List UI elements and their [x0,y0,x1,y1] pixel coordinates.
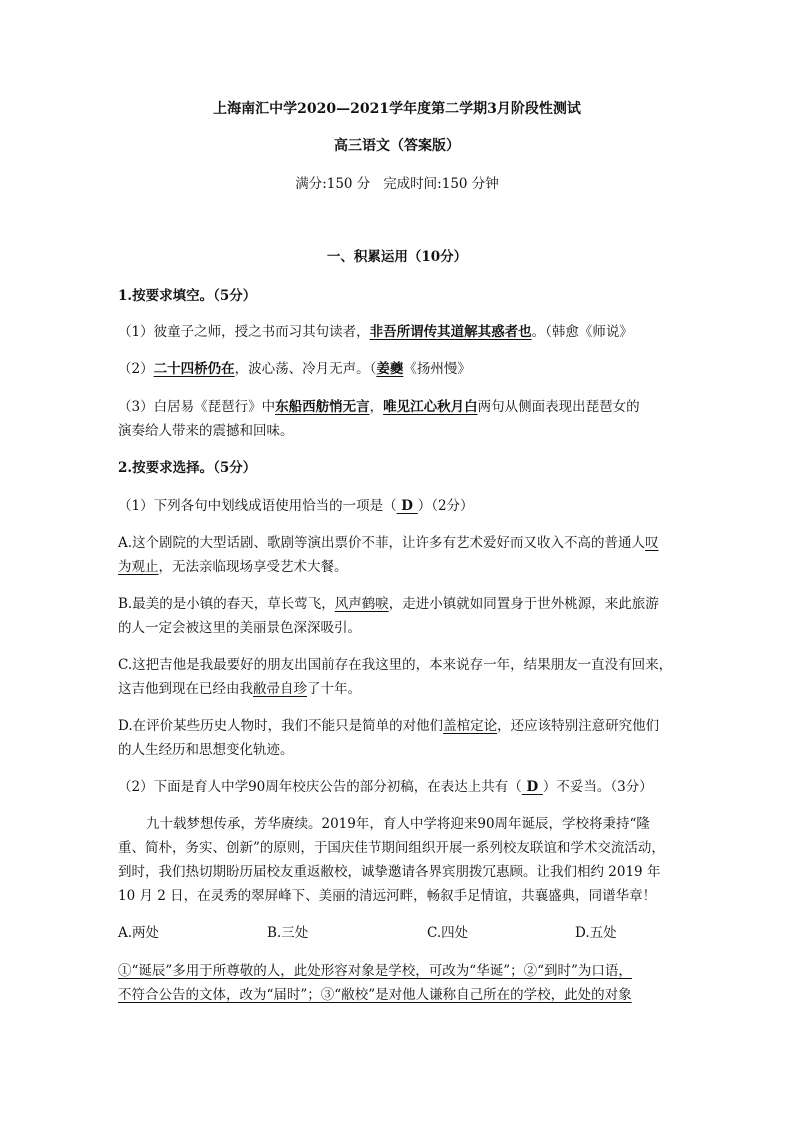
answer-blank: 唯见江心秋月白 [383,399,478,415]
question-1-label: 1.按要求填空。（5分） [118,288,257,304]
choice-a: A.两处 [118,925,160,941]
exam-time: 完成时间:150 分钟 [383,176,499,192]
full-score: 满分:150 分 [295,176,371,192]
q2-sub1-stem: （1）下列各句中划线成语使用恰当的一项是（ D ）（2分） [118,498,474,514]
underlined-idiom: 为观止 [118,559,159,575]
option-d-line-2: 的人生经历和思想变化轨迹。 [118,742,294,758]
underlined-idiom: 盖棺定论 [443,718,498,734]
option-c-line-1: C.这把吉他是我最要好的朋友出国前存在我这里的，本来说存一年，结果朋友一直没有回来， [118,657,673,673]
option-d-line-1: D.在评价某些历史人物时，我们不能只是简单的对他们盖棺定论，还应该特别注意研究他们 [118,718,660,734]
option-b-line-2: 的人一定会被这里的美丽景色深深吸引。 [118,620,361,636]
answer-blank: 非吾所谓传其道解其惑者也 [369,324,532,340]
q1-item-3-cont: 演奏给人带来的震撼和回味。 [118,423,294,439]
underlined-idiom: 敝帚自珍 [253,681,307,697]
q1-item-2: （2）二十四桥仍在，波心荡、冷月无声。（姜夔《扬州慢》 [118,361,471,377]
answer-blank: D [526,779,539,795]
document-subtitle: 高三语文（答案版） [334,138,460,154]
passage-line-4: 10 月 2 日，在灵秀的翠屏峰下、美丽的清远河畔，畅叙手足情谊，共襄盛典，同谱华章！ [118,888,657,904]
option-b-line-1: B.最美的是小镇的春天，草长莺飞，风声鹤唳，走进小镇就如同置身于世外桃源，来此旅游 [118,596,659,612]
choice-d: D.五处 [575,925,617,941]
q2-sub2-stem: （2）下面是育人中学90周年校庆公告的部分初稿，在表达上共有（ D ）不妥当。（3分） [118,779,653,795]
answer-blank: D [401,498,414,514]
q1-item-3: （3）白居易《琵琶行》中东船西舫悄无言，唯见江心秋月白两句从侧面表现出琵琶女的 [118,399,640,415]
underlined-idiom: 风声鹤唳 [334,596,389,612]
explanation-line-2: 不符合公告的文体，改为“届时”；③“敝校”是对他人谦称自己所在的学校，此处的对象 [118,987,632,1003]
answer-blank: 姜夔 [376,361,404,377]
explanation-line-1: ①“诞辰”多用于所尊敬的人，此处形容对象是学校，可改为“华诞”；②“到时”为口语， [118,963,632,979]
answer-blank: 二十四桥仍在 [153,361,235,377]
passage-line-3: 到时，我们热切期盼历届校友重返敝校，诚挚邀请各界宾朋拨冗惠顾。让我们相约 2019 年 [118,864,661,880]
option-c-line-2: 这吉他到现在已经由我敝帚自珍了十年。 [118,681,361,697]
q1-item-1: （1）彼童子之师，授之书而习其句读者，非吾所谓传其道解其惑者也。（韩愈《师说》 [118,324,633,340]
passage-line-2: 重、简朴，务实、创新”的原则，于国庆佳节期间组织开展一系列校友联谊和学术交流活动， [118,840,665,856]
passage-line-1: 九十载梦想传承，芳华赓续。2019年，育人中学将迎来90周年诞辰，学校将秉持“隆 [146,816,650,832]
option-a-line-2: 为观止，无法亲临现场享受艺术大餐。 [118,559,348,575]
answer-blank: 东船西舫悄无言 [275,399,370,415]
option-a-line-1: A.这个剧院的大型话剧、歌剧等演出票价不菲，让许多有艺术爱好而又收入不高的普通人叹 [118,535,659,551]
section-heading: 一、积累运用（10分） [326,249,468,265]
exam-meta [0,174,794,194]
underlined-idiom: 叹 [645,535,659,551]
choice-c: C.四处 [427,925,469,941]
document-title: 上海南汇中学2020—2021学年度第二学期3月阶段性测试 [213,101,581,117]
question-2-label: 2.按要求选择。（5分） [118,460,257,476]
choice-b: B.三处 [267,925,309,941]
